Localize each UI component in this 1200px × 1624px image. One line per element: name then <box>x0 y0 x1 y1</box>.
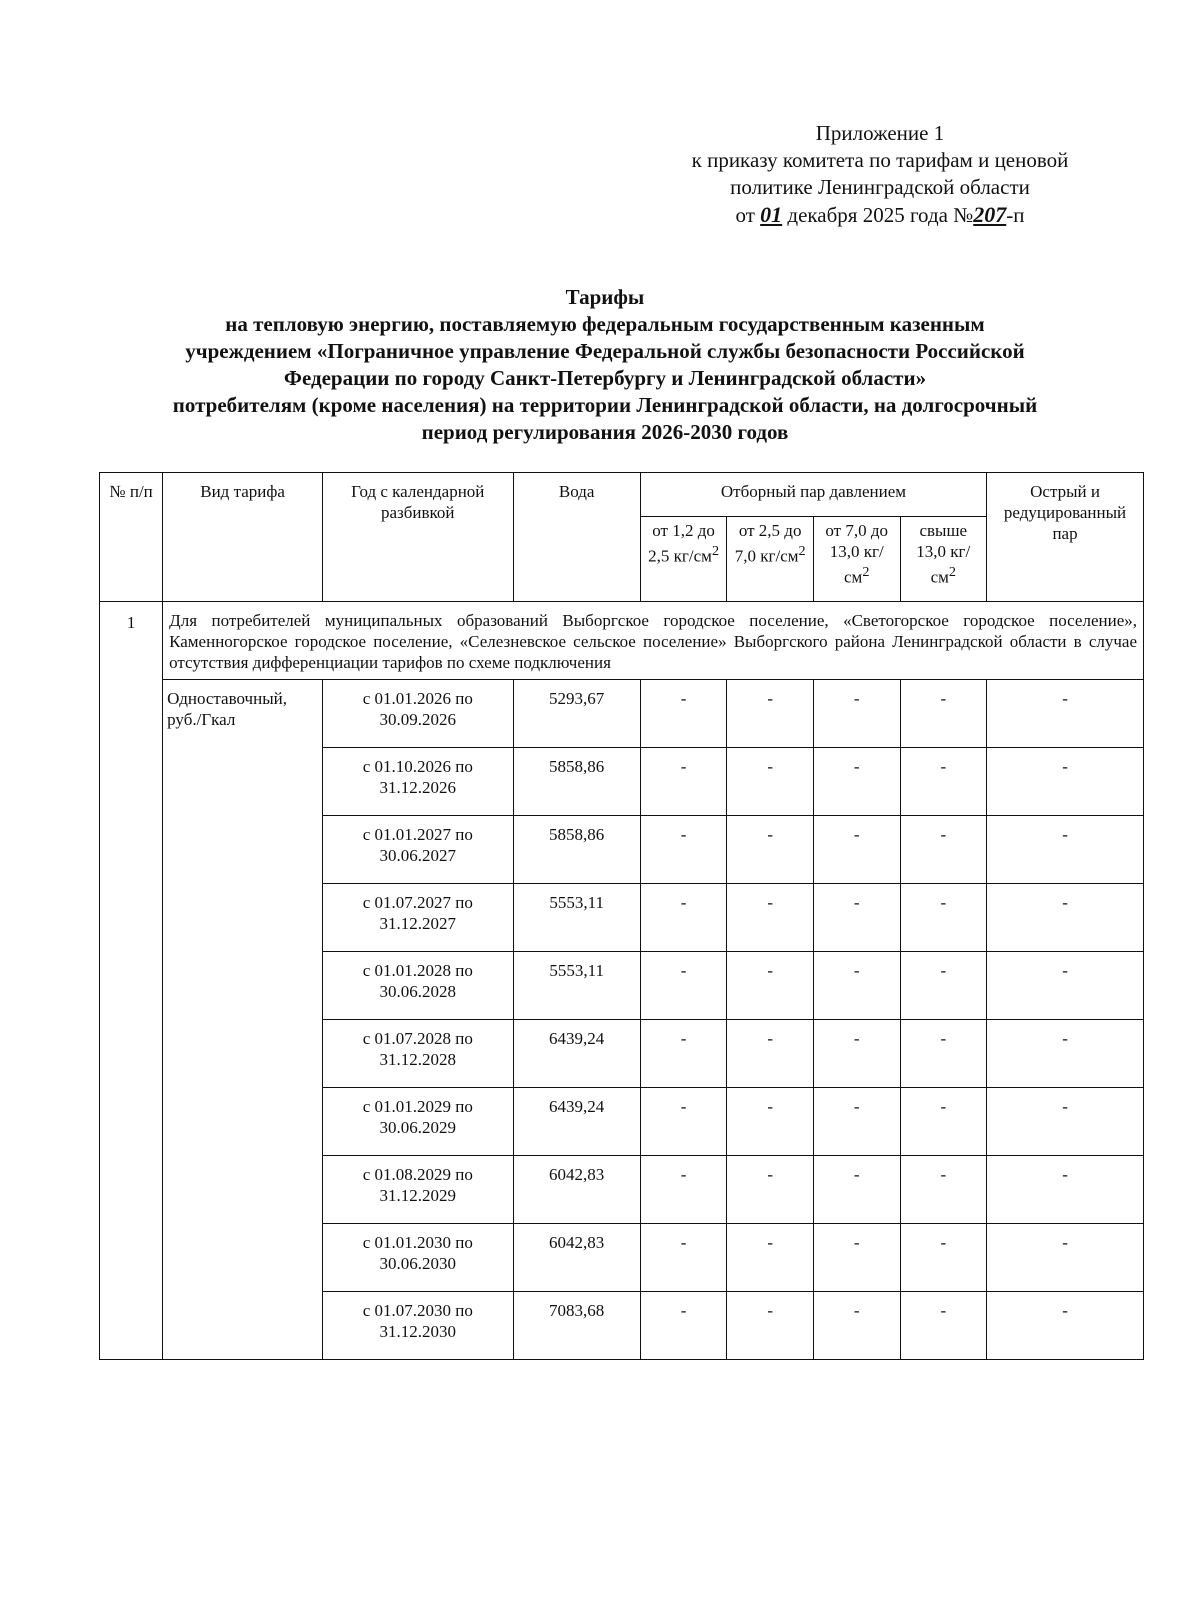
row-period: с 01.07.2027 по 31.12.2027 <box>323 884 513 952</box>
cell-dash: - <box>813 1088 900 1156</box>
cell-dash: - <box>727 1088 814 1156</box>
cell-dash: - <box>813 1156 900 1224</box>
row-period: с 01.07.2028 по 31.12.2028 <box>323 1020 513 1088</box>
cell-dash: - <box>640 884 727 952</box>
row-water: 5858,86 <box>513 816 640 884</box>
cell-dash: - <box>640 1224 727 1292</box>
cell-dash: - <box>987 884 1144 952</box>
section-description: Для потребителей муниципальных образований Выборгское городское поселение, «Светогорское городское поселение», Каменногорское городское поселение, «Селезневское сельское поселение» Выборгского района Ленинградской области в случае отсутствия дифференциации тарифов по схеме подключения <box>163 602 1144 680</box>
tariff-type: Одноставочный, руб./Гкал <box>163 680 323 1360</box>
cell-dash: - <box>813 1224 900 1292</box>
appendix-date-line <box>640 201 1120 229</box>
handwritten-number: 207 <box>973 202 1007 227</box>
cell-dash: - <box>813 1292 900 1360</box>
tariffs-table <box>99 472 1144 1360</box>
cell-dash: - <box>987 1156 1144 1224</box>
appendix-header <box>640 120 1120 229</box>
row-water: 6042,83 <box>513 1224 640 1292</box>
row-period: с 01.01.2030 по 30.06.2030 <box>323 1224 513 1292</box>
row-water: 5553,11 <box>513 884 640 952</box>
cell-dash: - <box>987 816 1144 884</box>
number-suffix: -п <box>1006 203 1025 227</box>
cell-dash: - <box>813 1020 900 1088</box>
title-line-6: период регулирования 2026-2030 годов <box>421 420 789 444</box>
header-num: № п/п <box>100 473 163 602</box>
cell-dash: - <box>900 816 987 884</box>
row-period: с 01.07.2030 по 31.12.2030 <box>323 1292 513 1360</box>
cell-dash: - <box>813 680 900 748</box>
row-water: 5858,86 <box>513 748 640 816</box>
document-title <box>90 284 1120 446</box>
cell-dash: - <box>640 816 727 884</box>
header-steam-2: от 2,5 до 7,0 $кг/см^2$ <box>727 517 814 602</box>
section-number: 1 <box>100 602 163 1360</box>
header-year: Год с календарной разбивкой <box>323 473 513 602</box>
row-period: с 01.01.2028 по 30.06.2028 <box>323 952 513 1020</box>
cell-dash: - <box>987 1292 1144 1360</box>
cell-dash: - <box>727 952 814 1020</box>
cell-dash: - <box>640 748 727 816</box>
cell-dash: - <box>727 816 814 884</box>
cell-dash: - <box>987 1088 1144 1156</box>
row-period: с 01.01.2029 по 30.06.2029 <box>323 1088 513 1156</box>
cell-dash: - <box>900 952 987 1020</box>
cell-dash: - <box>900 1224 987 1292</box>
row-water: 6042,83 <box>513 1156 640 1224</box>
cell-dash: - <box>900 680 987 748</box>
cell-dash: - <box>900 1156 987 1224</box>
row-water: 6439,24 <box>513 1088 640 1156</box>
cell-dash: - <box>987 680 1144 748</box>
cell-dash: - <box>727 748 814 816</box>
row-period: с 01.01.2027 по 30.06.2027 <box>323 816 513 884</box>
row-period: с 01.10.2026 по 31.12.2026 <box>323 748 513 816</box>
cell-dash: - <box>900 1292 987 1360</box>
row-water: 6439,24 <box>513 1020 640 1088</box>
cell-dash: - <box>727 1156 814 1224</box>
header-steam: Отборный пар давлением <box>640 473 986 517</box>
cell-dash: - <box>987 1224 1144 1292</box>
cell-dash: - <box>900 748 987 816</box>
cell-dash: - <box>640 1020 727 1088</box>
cell-dash: - <box>727 1292 814 1360</box>
cell-dash: - <box>727 884 814 952</box>
title-line-1: Тарифы <box>565 285 645 309</box>
cell-dash: - <box>640 952 727 1020</box>
title-line-5: потребителям (кроме населения) на территории Ленинградской области, на долгосрочный <box>172 393 1038 417</box>
cell-dash: - <box>900 884 987 952</box>
row-water: 5553,11 <box>513 952 640 1020</box>
appendix-committee-line: политике Ленинградской области <box>730 175 1030 199</box>
cell-dash: - <box>640 680 727 748</box>
handwritten-day: 01 <box>760 202 783 227</box>
cell-dash: - <box>900 1020 987 1088</box>
cell-dash: - <box>987 1020 1144 1088</box>
cell-dash: - <box>640 1156 727 1224</box>
appendix-title: Приложение 1 <box>815 121 945 145</box>
date-rest: декабря 2025 года № <box>782 203 974 227</box>
cell-dash: - <box>813 884 900 952</box>
cell-dash: - <box>987 952 1144 1020</box>
row-period: с 01.01.2026 по 30.09.2026 <box>323 680 513 748</box>
cell-dash: - <box>640 1088 727 1156</box>
cell-dash: - <box>727 1224 814 1292</box>
title-line-2: на тепловую энергию, поставляемую федеральным государственным казенным <box>225 312 985 336</box>
header-steam-3: от 7,0 до 13,0 $кг/см^2$ <box>813 517 900 602</box>
row-period: с 01.08.2029 по 31.12.2029 <box>323 1156 513 1224</box>
cell-dash: - <box>727 1020 814 1088</box>
appendix-order-line: к приказу комитета по тарифам и ценовой <box>691 148 1069 172</box>
header-steam-1: от 1,2 до 2,5 $кг/см^2$ <box>640 517 727 602</box>
row-water: 5293,67 <box>513 680 640 748</box>
cell-dash: - <box>813 748 900 816</box>
date-prefix: от <box>735 203 761 227</box>
header-steam-4: свыше 13,0 $кг/см^2$ <box>900 517 987 602</box>
row-water: 7083,68 <box>513 1292 640 1360</box>
cell-dash: - <box>813 816 900 884</box>
cell-dash: - <box>813 952 900 1020</box>
cell-dash: - <box>987 748 1144 816</box>
cell-dash: - <box>727 680 814 748</box>
title-line-3: учреждением «Пограничное управление Федеральной службы безопасности Российской <box>185 339 1025 363</box>
cell-dash: - <box>900 1088 987 1156</box>
header-tariff-type: Вид тарифа <box>163 473 323 602</box>
title-line-4: Федерации по городу Санкт-Петербургу и Ленинградской области» <box>283 366 927 390</box>
header-sharp-steam: Острый и редуцированный пар <box>987 473 1144 602</box>
cell-dash: - <box>640 1292 727 1360</box>
header-water: Вода <box>513 473 640 602</box>
